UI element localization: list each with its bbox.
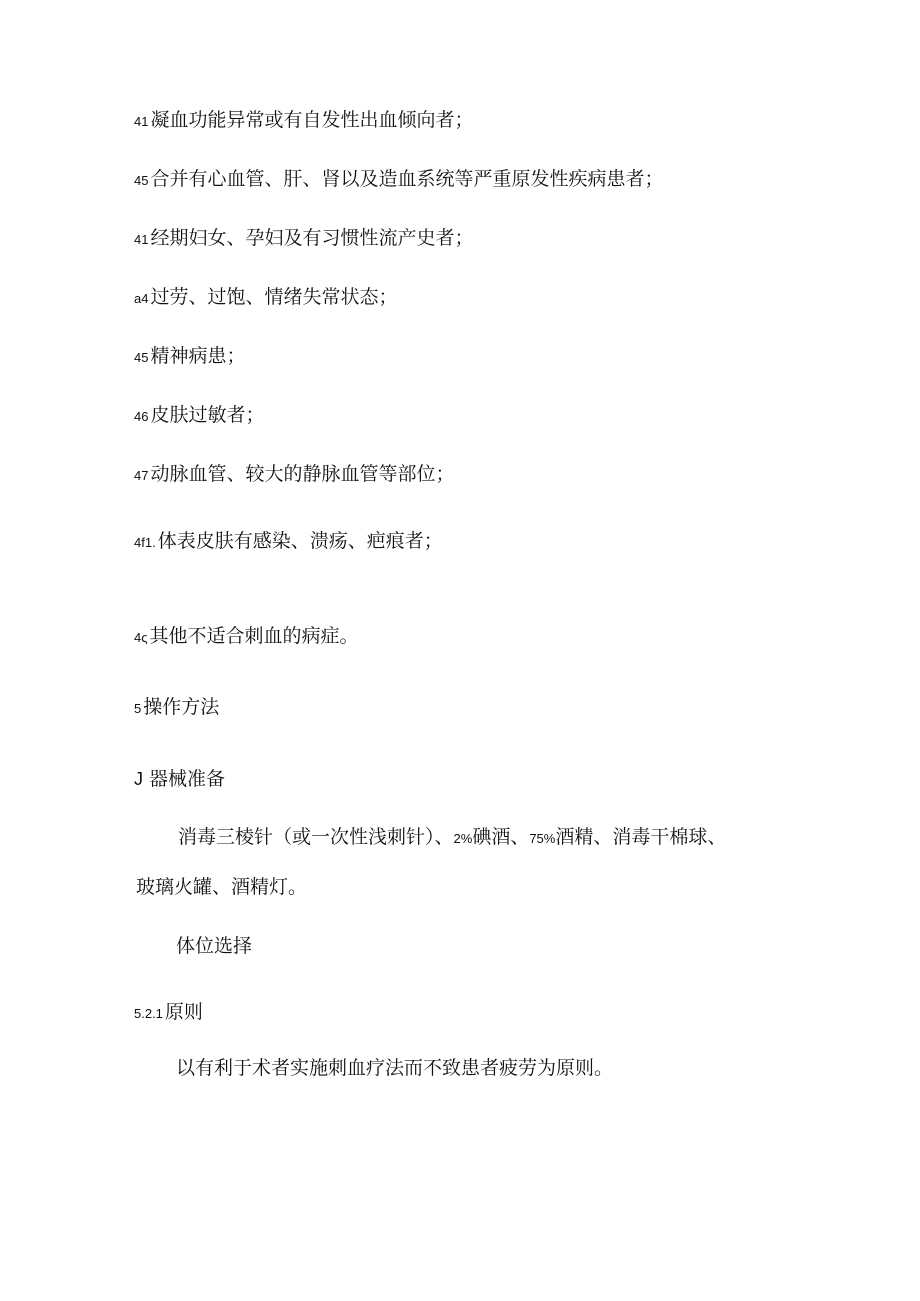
subsection-title: 器械准备 <box>149 768 226 790</box>
item-text: 精神病患； <box>150 345 246 367</box>
item-number: 4f1. <box>134 535 156 550</box>
item-text: 体表皮肤有感染、溃疡、疤痕者； <box>157 530 443 552</box>
section-heading <box>134 695 219 721</box>
contraindication-item <box>134 624 359 650</box>
contraindication-item <box>134 403 264 429</box>
instruments-paragraph-line2 <box>136 875 307 899</box>
item-number: a4 <box>134 291 149 306</box>
item-number: 4ς <box>134 630 148 645</box>
item-text: 合并有心血管、肝、肾以及造血系统等严重原发性疾病患者； <box>150 168 664 190</box>
subsection-number: J <box>134 769 143 789</box>
subsubsection-title: 原则 <box>164 1001 203 1023</box>
contraindication-item <box>134 529 443 555</box>
instruments-text: 酒精、消毒干棉球、 <box>555 826 727 848</box>
instruments-text: 玻璃火罐、酒精灯。 <box>136 876 308 898</box>
iodine-percent: 2% <box>453 831 473 846</box>
item-text: 经期妇女、孕妇及有习惯性流产史者； <box>150 227 474 249</box>
subsection-heading <box>134 767 225 791</box>
item-text: 其他不适合刺血的病症。 <box>149 625 359 647</box>
contraindication-item <box>134 167 663 193</box>
contraindication-item <box>134 285 397 311</box>
instruments-paragraph-line1 <box>178 825 726 851</box>
section-number: 5 <box>134 701 142 716</box>
item-number: 41 <box>134 232 149 247</box>
principle-text: 以有利于术者实施刺血疗法而不致患者疲劳为原则。 <box>176 1057 614 1079</box>
item-number: 46 <box>134 409 149 424</box>
item-text: 过劳、过饱、情绪失常状态； <box>150 286 398 308</box>
item-number: 45 <box>134 173 149 188</box>
contraindication-item <box>134 462 454 488</box>
alcohol-percent: 75% <box>529 831 556 846</box>
section-title: 操作方法 <box>143 696 220 718</box>
item-text: 皮肤过敏者； <box>150 404 265 426</box>
item-number: 45 <box>134 350 149 365</box>
principle-paragraph <box>176 1056 613 1080</box>
item-text: 动脉血管、较大的静脉血管等部位； <box>150 463 455 485</box>
item-number: 47 <box>134 468 149 483</box>
contraindication-item <box>134 226 473 252</box>
contraindication-item <box>134 108 473 134</box>
subsection-heading <box>176 934 252 958</box>
item-number: 41 <box>134 114 149 129</box>
instruments-text: 碘酒、 <box>472 826 530 848</box>
item-text: 凝血功能异常或有自发性出血倾向者； <box>150 109 474 131</box>
instruments-text: 消毒三棱针（或一次性浅刺针）、 <box>178 826 454 848</box>
subsubsection-number: 5.2.1 <box>134 1006 163 1021</box>
contraindication-item <box>134 344 245 370</box>
subsection-title: 体位选择 <box>176 935 253 957</box>
subsubsection-heading <box>134 1000 203 1026</box>
